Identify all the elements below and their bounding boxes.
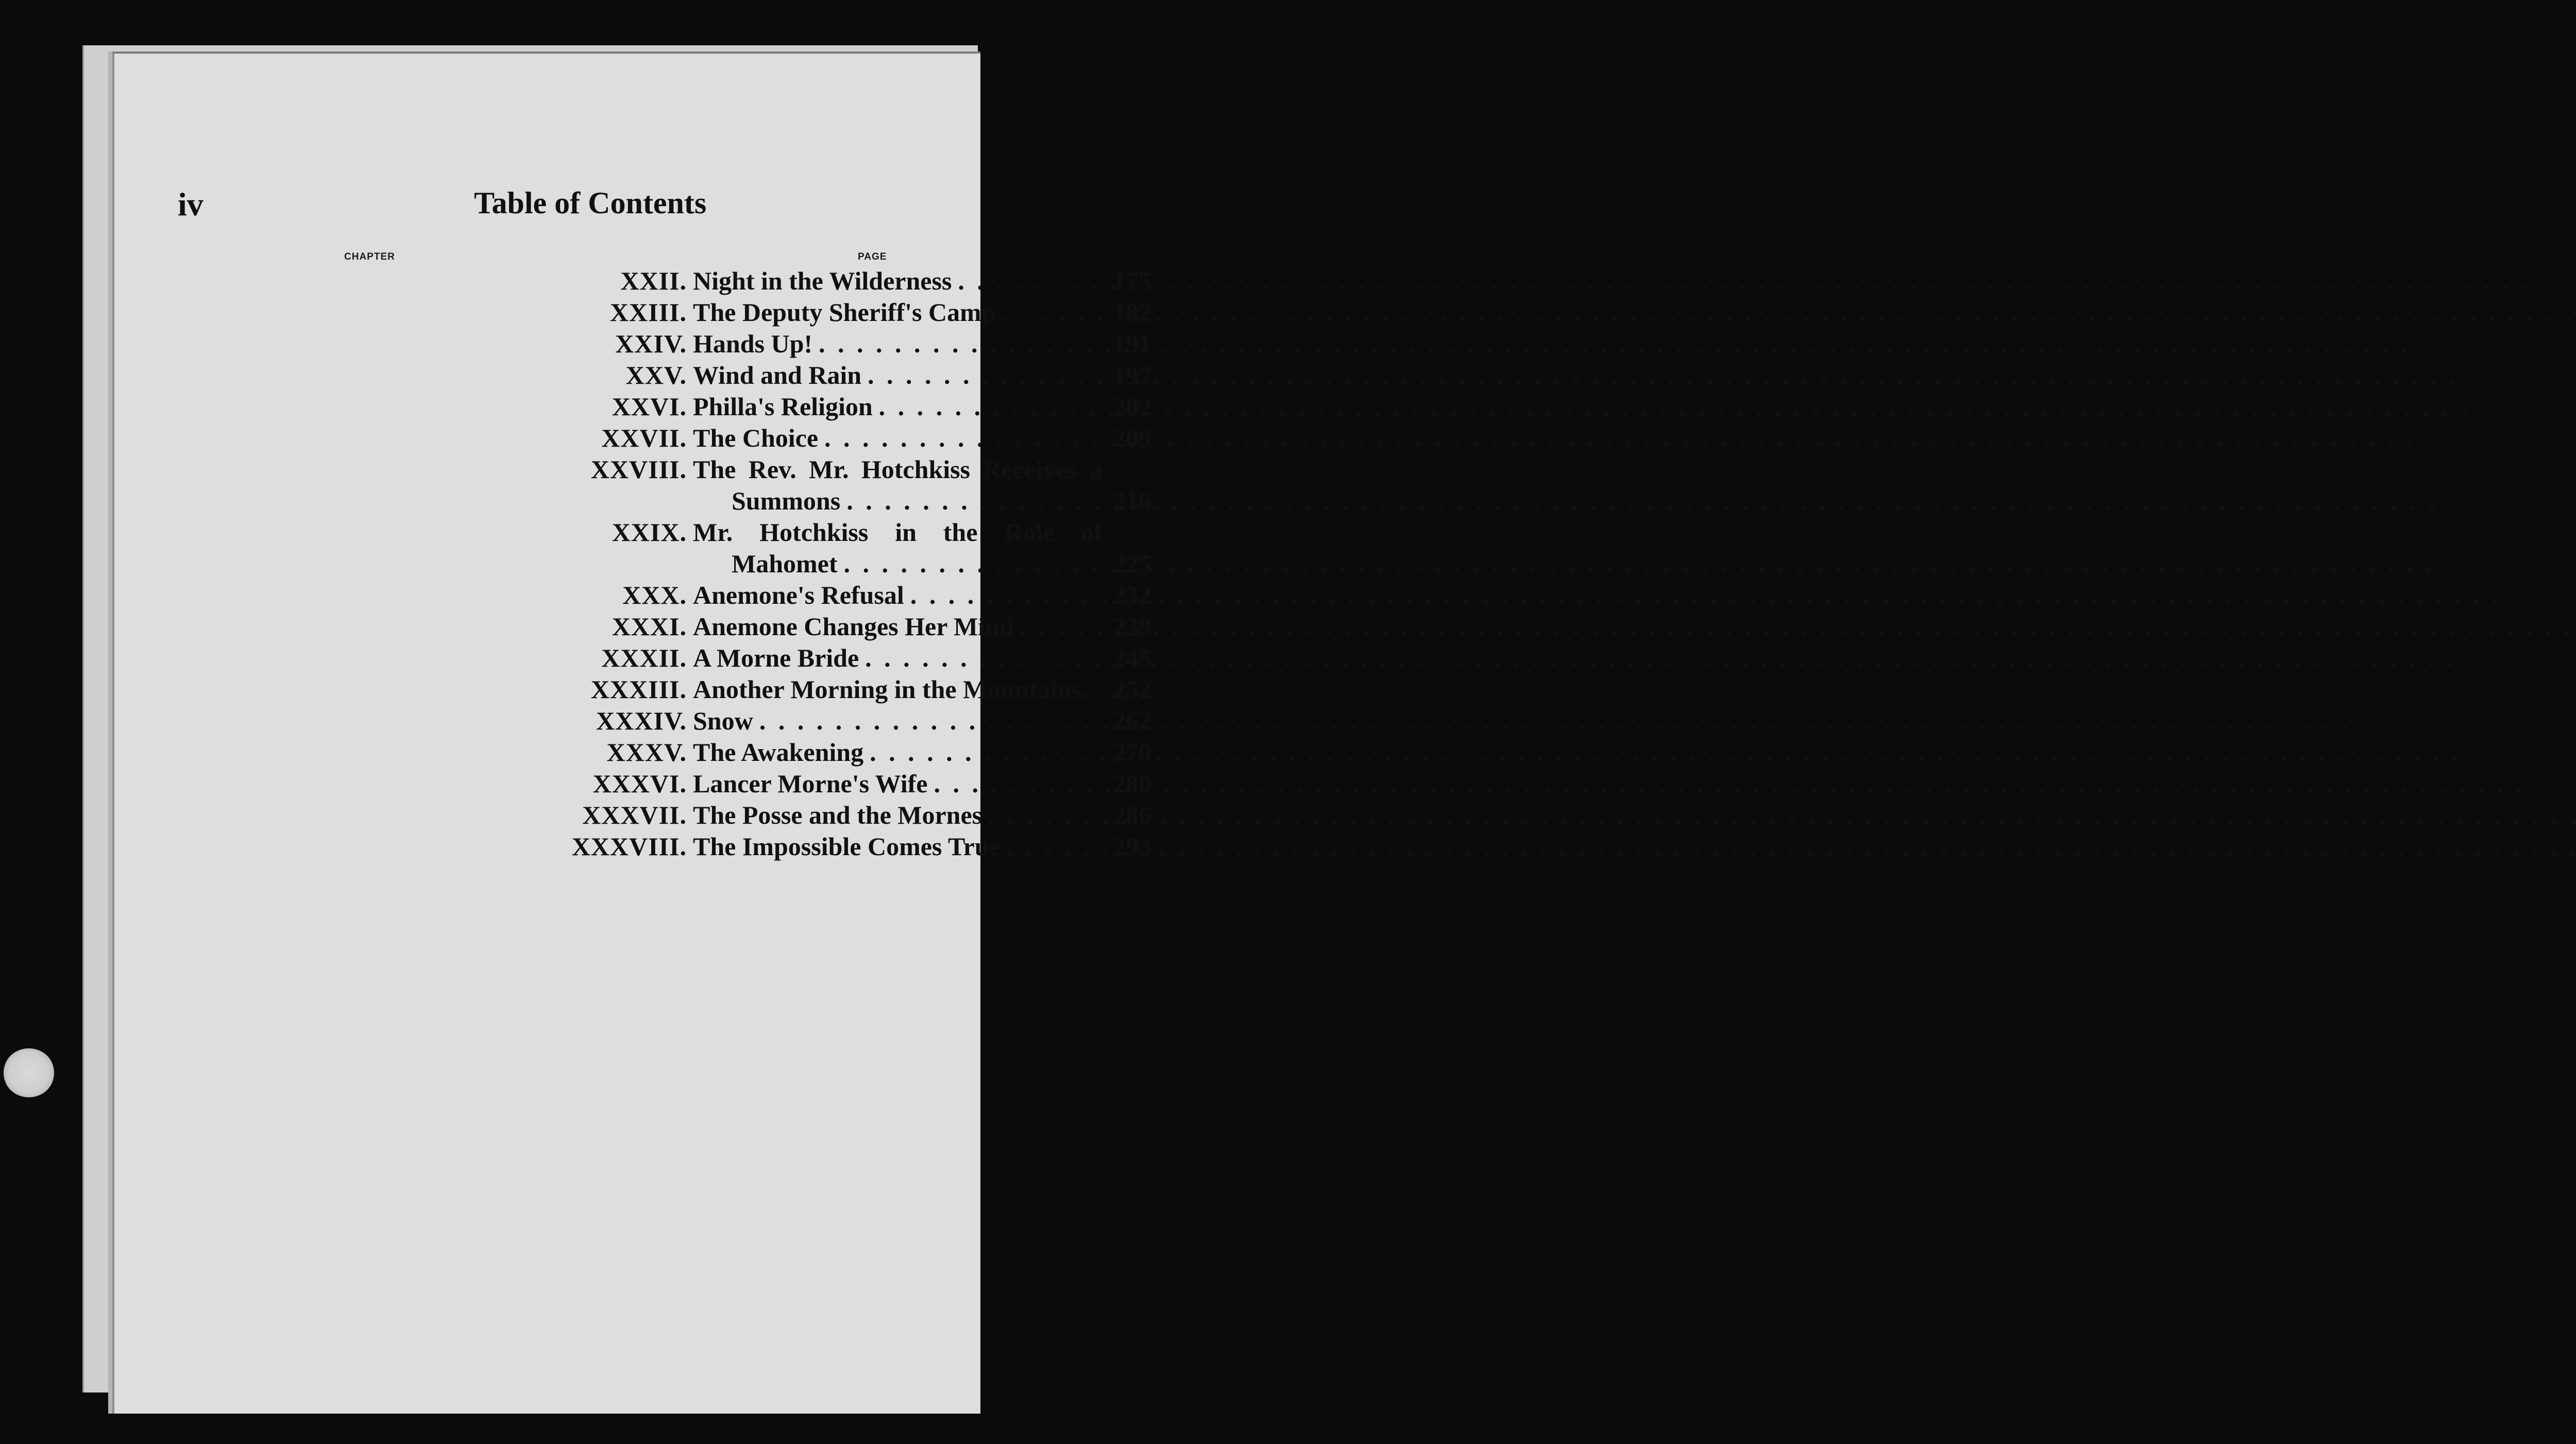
chapter-title-text: A Morne Bride: [693, 643, 859, 672]
page-number: 239: [1113, 612, 1151, 641]
chapter-title: [693, 705, 1103, 737]
chapter-title: [693, 517, 1103, 548]
chapter-title: [693, 800, 1103, 831]
chapter-title-text: Night in the Wilderness: [693, 266, 952, 295]
chapter-number: XXVI.: [612, 392, 687, 421]
chapter-title-text: Summons: [732, 486, 841, 515]
page-column-label: PAGE: [858, 251, 887, 262]
toc-entry: [258, 265, 1151, 297]
chapter-title: [693, 328, 1103, 360]
toc-entry: [258, 768, 1151, 800]
page-number: 286: [1113, 801, 1151, 829]
page-number: 191: [1113, 329, 1151, 358]
chapter-number: XXV.: [625, 361, 687, 389]
chapter-number: XXX.: [622, 581, 687, 609]
page-number: 216: [1113, 486, 1151, 515]
chapter-title-text: The Rev. Mr. Hotchkiss Receives a: [693, 455, 1103, 484]
page-number: 262: [1113, 706, 1151, 735]
toc-entry: [258, 422, 1151, 454]
page-folio: iv: [178, 186, 204, 223]
chapter-title: [693, 768, 1103, 800]
chapter-title: [693, 674, 1103, 705]
chapter-title-continued: [732, 485, 1103, 517]
dot-leader: [818, 422, 2420, 454]
toc-entry: [258, 737, 1151, 768]
chapter-number: XXXIII.: [590, 675, 687, 704]
page-number: 232: [1113, 581, 1151, 609]
page-number: 245: [1113, 643, 1151, 672]
toc-entry: [258, 800, 1151, 831]
toc-entry: [258, 831, 1151, 862]
chapter-title-text: Anemone Changes Her Mind: [693, 612, 1014, 641]
dot-leader: [812, 328, 2415, 360]
chapter-number: XXIV.: [615, 329, 687, 358]
toc-entry: [258, 642, 1151, 674]
chapter-title: [693, 422, 1103, 454]
chapter-title-text: Mr. Hotchkiss in the Role of: [693, 518, 1103, 547]
page-number: 182: [1113, 298, 1151, 327]
chapter-title: [693, 611, 1103, 642]
toc-entry: [258, 611, 1151, 642]
running-title: Table of Contents: [474, 186, 707, 220]
toc-entry: [258, 297, 1151, 328]
dot-leader: [863, 737, 2466, 768]
dot-leader: [840, 485, 2443, 517]
dot-leader: [859, 642, 2461, 674]
dot-leader: [753, 705, 2355, 737]
page-number: 270: [1113, 738, 1151, 767]
chapter-title-text: Another Morning in the Mountains.: [693, 675, 1089, 704]
chapter-number: XXXVIII.: [571, 832, 687, 861]
dot-leader: [928, 768, 2530, 800]
chapter-title-continued: [732, 548, 1103, 580]
chapter-title-text: The Choice: [693, 423, 819, 452]
scan-speck: [3, 1048, 55, 1097]
chapter-number: XXIX.: [612, 518, 687, 547]
chapter-title-text: Mahomet: [732, 549, 838, 578]
page-number: 293: [1113, 832, 1151, 861]
chapter-number: XXVII.: [601, 423, 687, 452]
dot-leader: [996, 297, 2576, 328]
toc-entry: [258, 580, 1151, 611]
toc-entry: [258, 328, 1151, 360]
chapter-number: XXIII.: [609, 298, 687, 327]
chapter-number: XXVIII.: [590, 455, 687, 484]
dot-leader: [838, 548, 2440, 580]
chapter-title: [693, 297, 1103, 328]
page-number: 209: [1113, 423, 1151, 452]
chapter-number: XXXI.: [612, 612, 687, 641]
chapter-title: [693, 737, 1103, 768]
page-number: 175: [1113, 266, 1151, 295]
chapter-title-text: Anemone's Refusal: [693, 581, 904, 609]
toc-entry: [258, 360, 1151, 391]
chapter-title-text: Snow: [693, 706, 753, 735]
chapter-title-text: Hands Up!: [693, 329, 813, 358]
chapter-title: [693, 454, 1103, 485]
chapter-title-text: Lancer Morne's Wife: [693, 769, 928, 798]
chapter-number: XXXVI.: [592, 769, 687, 798]
toc-entry-continuation: [258, 485, 1151, 517]
dot-leader: [952, 265, 2554, 297]
chapter-number: XXXIV.: [596, 706, 687, 735]
chapter-title: [693, 642, 1103, 674]
dot-leader: [861, 360, 2464, 391]
chapter-title-text: Wind and Rain: [693, 361, 862, 389]
chapter-title-text: The Posse and the Mornes: [693, 801, 982, 829]
toc-entry-continuation: [258, 548, 1151, 580]
chapter-title-text: The Impossible Comes True: [693, 832, 1001, 861]
dot-leader: [982, 800, 2576, 831]
page-number: 197: [1113, 361, 1151, 389]
dot-leader: [1014, 611, 2576, 642]
toc-entry: [258, 391, 1151, 422]
page-number: 280: [1113, 769, 1151, 798]
dot-leader: [1001, 831, 2576, 862]
chapter-number: XXXVII.: [582, 801, 687, 829]
chapter-title-text: The Deputy Sheriff's Camp: [693, 298, 996, 327]
page-number: 252: [1113, 675, 1151, 704]
page-number: 202: [1113, 392, 1151, 421]
page-header: [0, 185, 978, 227]
chapter-title: [693, 265, 1103, 297]
toc-entry: [258, 454, 1103, 485]
chapter-number: XXXV.: [606, 738, 687, 767]
toc-entry: [258, 705, 1151, 737]
chapter-column-label: CHAPTER: [344, 251, 395, 262]
chapter-title: [693, 391, 1103, 422]
chapter-title-text: The Awakening: [693, 738, 864, 767]
chapter-title: [693, 831, 1103, 862]
toc-entry: [258, 517, 1103, 548]
chapter-number: XXII.: [620, 266, 687, 295]
chapter-title: [693, 580, 1103, 611]
chapter-number: XXXII.: [601, 643, 687, 672]
table-of-contents: [258, 265, 1151, 862]
chapter-title: [693, 360, 1103, 391]
page-number: 225: [1113, 549, 1151, 578]
chapter-title-text: Philla's Religion: [693, 392, 873, 421]
toc-entry: [258, 674, 1151, 705]
